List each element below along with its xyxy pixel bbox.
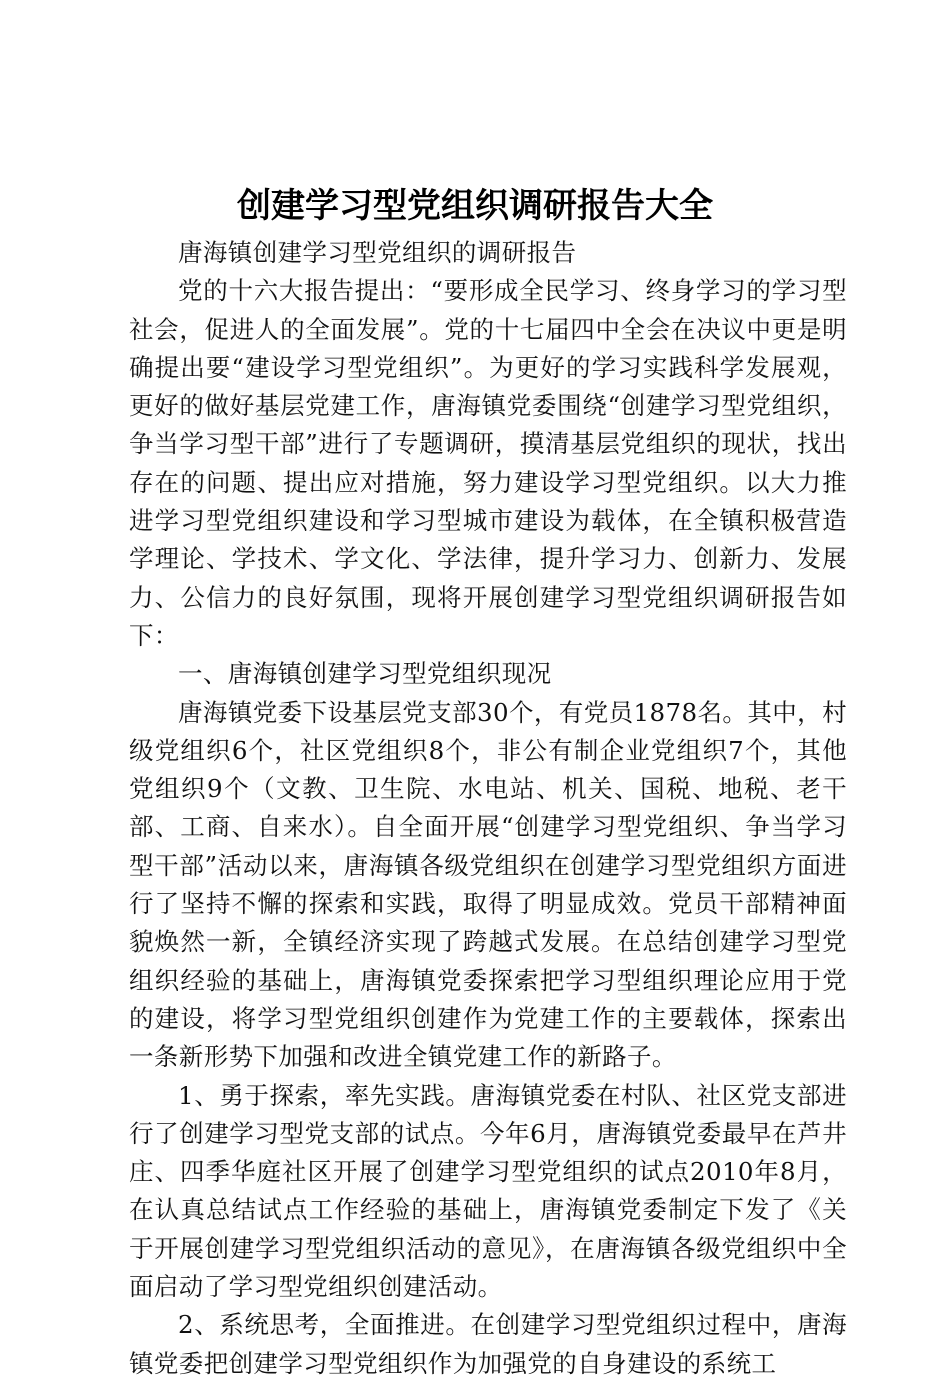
document-title: 创建学习型党组织调研报告大全 (237, 186, 713, 226)
paragraph-status: 唐海镇党委下设基层党支部30个，有党员1878名。其中，村级党组织6个，社区党组织8个，非公有制企业党组织7个，其他党组织9个（文教、卫生院、水电站、机关、国税、地税、老干部、工商、自来水）。自全面开展“创建学习型党组织、争当学习型干部”活动以来，唐海镇各级党组织在创建学习型党组织方面进行了坚持不懈的探索和实践，取得了明显成效。党员干部精神面貌焕然一新，全镇经济实现了跨越式发展。在总结创建学习型党组织经验的基础上，唐海镇党委探索把学习型组织理论应用于党的建设，将学习型党组织创建作为党建工作的主要载体，探索出一条新形势下加强和改进全镇党建工作的新路子。 (129, 697, 847, 1072)
document-body (129, 234, 847, 1383)
report-subtitle: 唐海镇创建学习型党组织的调研报告 (178, 238, 577, 267)
paragraph-point-1: 1、勇于探索，率先实践。唐海镇党委在村队、社区党支部进行了创建学习型党支部的试点。今年6月，唐海镇党委最早在芦井庄、四季华庭社区开展了创建学习型党组织的试点2010年8月，在认真总结试点工作经验的基础上，唐海镇党委制定下发了《关于开展创建学习型党组织活动的意见》，在唐海镇各级党组织中全面启动了学习型党组织创建活动。 (129, 1080, 847, 1302)
paragraph-point-2: 2、系统思考，全面推进。在创建学习型党组织过程中，唐海镇党委把创建学习型党组织作为加强党的自身建设的系统工 (129, 1310, 847, 1378)
paragraph-intro: 党的十六大报告提出：“要形成全民学习、终身学习的学习型社会，促进人的全面发展”。党的十七届四中全会在决议中更是明确提出要“建设学习型党组织”。为更好的学习实践科学发展观，更好的做好基层党建工作，唐海镇党委围绕“创建学习型党组织，争当学习型干部”进行了专题调研，摸清基层党组织的现状，找出存在的问题、提出应对措施，努力建设学习型党组织。以大力推进学习型党组织建设和学习型城市建设为载体，在全镇积极营造学理论、学技术、学文化、学法律，提升学习力、创新力、发展力、公信力的良好氛围，现将开展创建学习型党组织调研报告如下： (129, 276, 847, 650)
section-heading-status: 一、唐海镇创建学习型党组织现况 (178, 659, 552, 689)
